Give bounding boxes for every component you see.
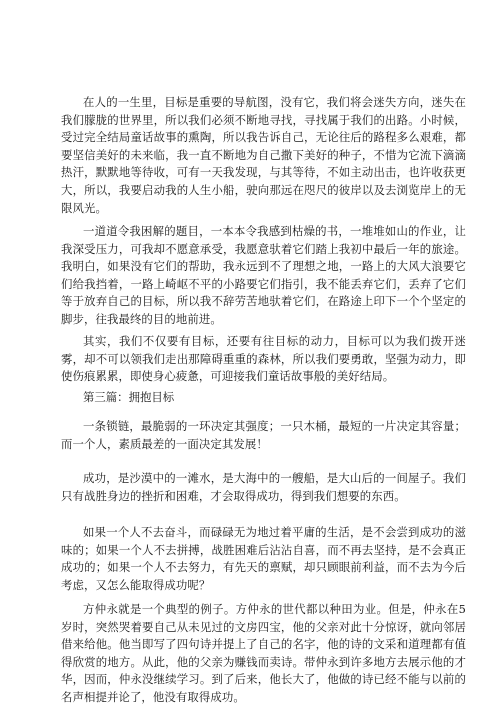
paragraph-5: 成功，是沙漠中的一滩水，是大海中的一艘船，是大山后的一间屋子。我们只有战胜身边的挫折和困难，才会取得成功，得到我们想要的东西。 <box>61 471 466 503</box>
paragraph-1: 在人的一生里，目标是重要的导航图，没有它，我们将会迷失方向，迷失在我们朦胧的世界里，所以我们必须不断地寻找，寻找属于我们的出路。小时候，受过完全结局童话故事的熏陶，所以我告诉自己，无论往后的路程多么艰难，都要坚信美好的未来临，我一直不断地为自己撒下美好的种子，不惜为它流下滴滴热汗，默默地等待收，可有一天我发现，与其等待，不如主动出击，也许收获更大，所以，我要启动我的人生小船，驶向那远在咫尺的彼岸以及去浏览岸上的无限风光。 <box>61 95 466 215</box>
section-title: 第三篇：拥抱目标 <box>83 390 175 404</box>
paragraph-6: 如果一个人不去奋斗，而碌碌无为地过着平庸的生活，是不会尝到成功的滋味的；如果一个人不去拼搏，战胜困难后沾沾自喜，而不再去坚持，是不会真正成功的；如果一个人不去努力，有先天的禀赋，却只顾眼前利益，而不去为今后考虑，又怎么能取得成功呢？ <box>61 525 466 592</box>
paragraph-7: 方仲永就是一个典型的例子。方仲永的世代都以种田为业。但是，仲永在5岁时，突然哭着要自己从未见过的文房四宝，他的父亲对此十分惊讶，就向邻居借来给他。他当即写了四句诗并提上了自己的名字，他的诗的文采和道理都有值得欣赏的地方。从此，他的父亲为赚钱而卖诗。带仲永到许多地方去展示他的才华，因而，仲永没继续学习。到了后来，他长大了，他做的诗已经不能与以前的名声相提并论了，他没有取得成功。 <box>61 602 466 704</box>
paragraph-2: 一道道令我困解的题目，一本本令我感到枯燥的书，一堆堆如山的作业，让我深受压力，可我却不愿意承受，我愿意驮着它们踏上我初中最后一年的旅途。我明白，如果没有它们的帮助，我永远到不了理想之地，一路上的大风大浪要它们给我挡着，一路上崎岖不平的小路要它们指引，我不能丢弃它们，丢弃了它们等于放弃自己的目标，所以我不辞劳苦地驮着它们，在路途上印下一个个坚定的脚步，往我最终的目的地前进。 <box>61 224 466 326</box>
paragraph-4: 一条锁链，最脆弱的一环决定其强度；一只木桶，最短的一片决定其容量；而一个人，素质最差的一面决定其发展！ <box>61 419 466 451</box>
paragraph-3: 其实，我们不仅要有目标，还要有往目标的动力，目标可以为我们拨开迷雾，却不可以领我们走出那障碍重重的森林，所以我们要勇敢，坚强为动力，即使伤痕累累，即使身心疲惫，可迎接我们童话故事般的美好结局。 <box>61 334 466 384</box>
